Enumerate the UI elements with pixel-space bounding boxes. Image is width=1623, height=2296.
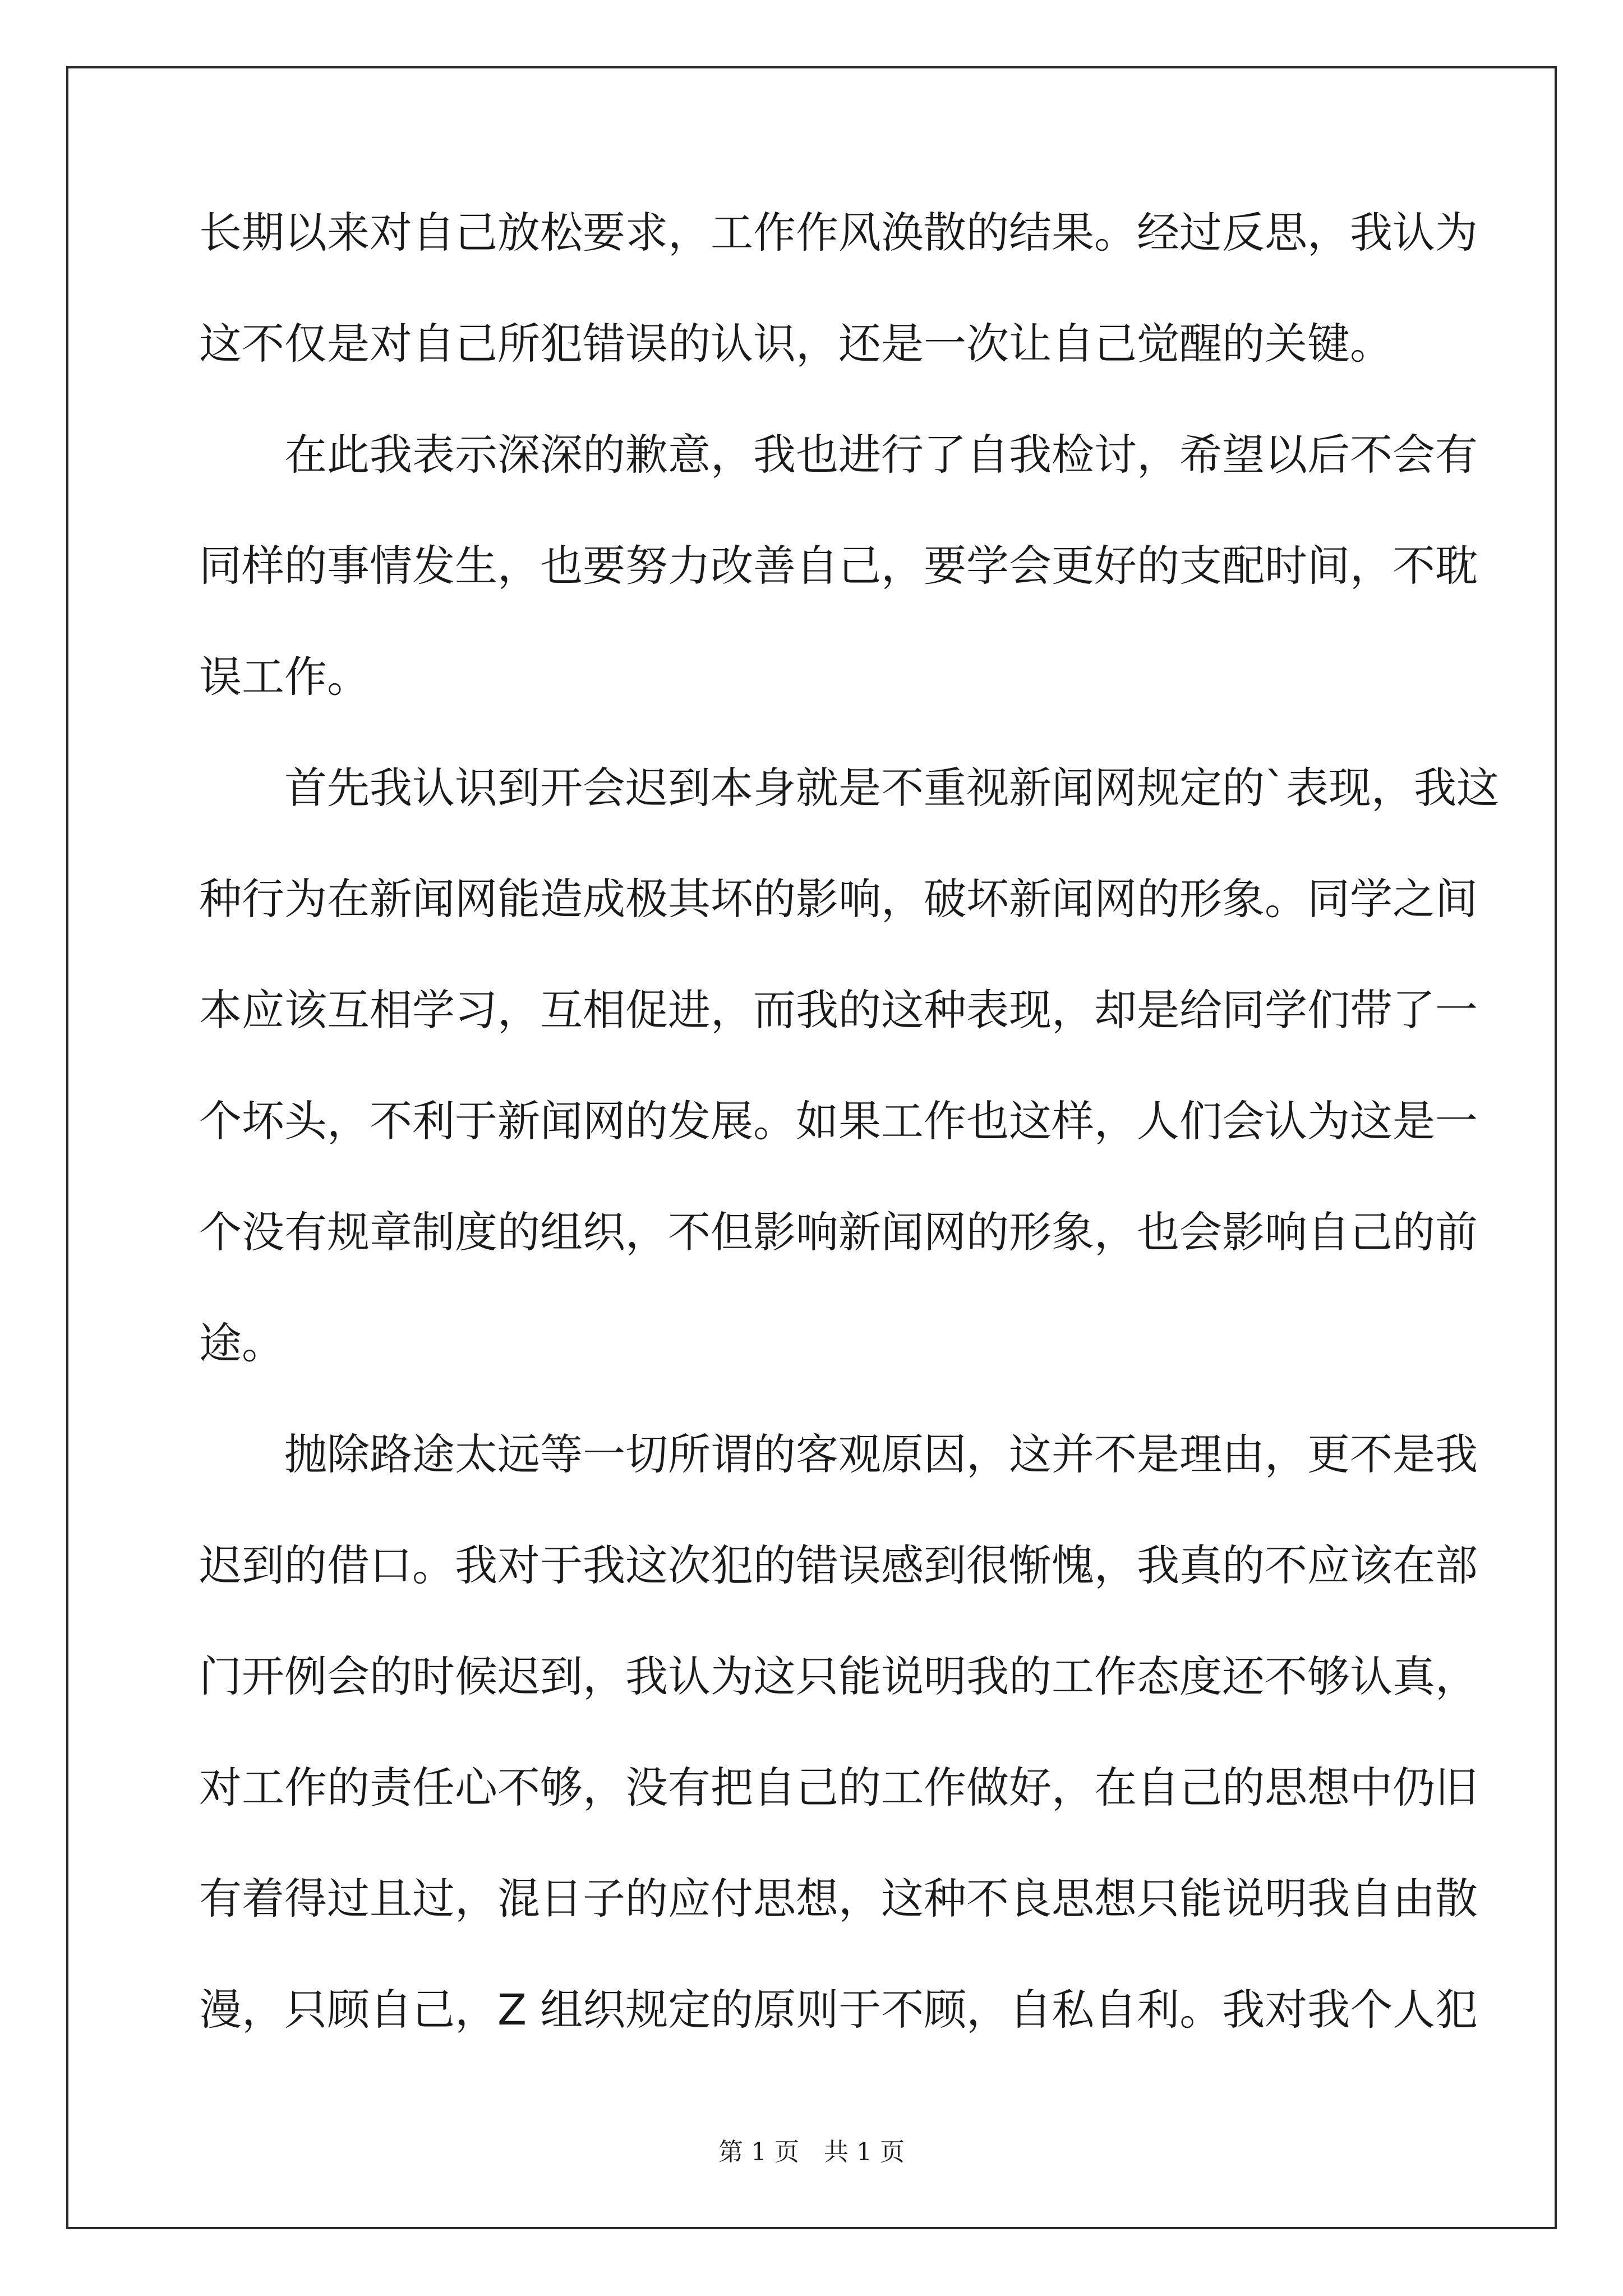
text-line: 对工作的责任心不够，没有把自己的工作做好，在自己的思想中仍旧 bbox=[199, 1763, 1478, 1812]
text-line: 漫，只顾自己，Z 组织规定的原则于不顾，自私自利。我对我个人犯 bbox=[199, 1985, 1478, 2035]
text-line: 个坏头，不利于新闻网的发展。如果工作也这样，人们会认为这是一 bbox=[199, 1096, 1478, 1146]
text-line: 在此我表示深深的歉意，我也进行了自我检讨，希望以后不会有 bbox=[284, 430, 1478, 480]
page-footer: 第 1 页 共 1 页 bbox=[718, 2138, 905, 2166]
text-line: 误工作。 bbox=[199, 652, 370, 702]
text-line: 迟到的借口。我对于我这次犯的错误感到很惭愧，我真的不应该在部 bbox=[199, 1540, 1478, 1590]
text-line: 途。 bbox=[199, 1318, 284, 1368]
text-line: 本应该互相学习，互相促进，而我的这种表现，却是给同学们带了一 bbox=[199, 985, 1478, 1035]
text-line: 抛除路途太远等一切所谓的客观原因，这并不是理由，更不是我 bbox=[284, 1429, 1478, 1479]
text-line: 个没有规章制度的组织，不但影响新闻网的形象，也会影响自己的前 bbox=[199, 1207, 1478, 1257]
text-line: 首先我认识到开会迟到本身就是不重视新闻网规定的`表现，我这 bbox=[284, 763, 1499, 813]
text-line: 长期以来对自己放松要求，工作作风涣散的结果。经过反思，我认为 bbox=[199, 208, 1478, 257]
text-line: 门开例会的时候迟到，我认为这只能说明我的工作态度还不够认真， bbox=[199, 1651, 1478, 1701]
text-line: 种行为在新闻网能造成极其坏的影响，破坏新闻网的形象。同学之间 bbox=[199, 874, 1478, 924]
text-line: 有着得过且过，混日子的应付思想，这种不良思想只能说明我自由散 bbox=[199, 1874, 1478, 1924]
document-body bbox=[199, 208, 1499, 2096]
text-line: 同样的事情发生，也要努力改善自己，要学会更好的支配时间，不耽 bbox=[199, 541, 1478, 591]
text-line: 这不仅是对自己所犯错误的认识，还是一次让自己觉醒的关键。 bbox=[199, 319, 1393, 369]
